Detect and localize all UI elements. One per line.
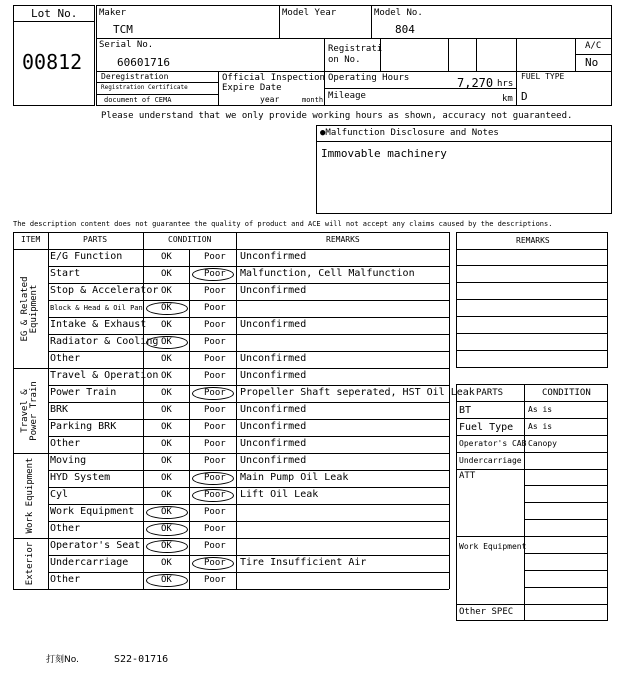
right-part-condition: As is <box>528 422 553 431</box>
condition-ok: OK <box>161 422 172 432</box>
malfunction-title: ●Malfunction Disclosure and Notes <box>320 128 499 138</box>
model-no-value: 804 <box>395 23 415 36</box>
condition-poor: Poor <box>204 371 226 381</box>
condition-poor: Poor <box>204 303 226 313</box>
serial-label: Serial No. <box>99 40 154 50</box>
remark-text: Unconfirmed <box>240 438 307 449</box>
condition-ok: OK <box>161 405 172 415</box>
condition-poor: Poor <box>204 490 226 500</box>
right-condition-header: CONDITION <box>542 388 591 398</box>
condition-poor: Poor <box>204 422 226 432</box>
remark-text: Unconfirmed <box>240 353 307 364</box>
right-part-name: Operator's CAB <box>459 439 527 448</box>
other-spec-label: Other SPEC <box>459 607 514 617</box>
right-part-name: BT <box>459 405 472 416</box>
remark-text: Unconfirmed <box>240 455 307 466</box>
remark-text: Unconfirmed <box>240 421 307 432</box>
condition-poor: Poor <box>204 507 226 517</box>
right-part-name: Fuel Type <box>459 422 514 433</box>
poor-circle-mark <box>192 489 234 502</box>
part-name: E/G Function <box>50 251 123 262</box>
header-remarks: REMARKS <box>326 235 360 244</box>
remark-text: Unconfirmed <box>240 251 307 262</box>
condition-poor: Poor <box>204 286 226 296</box>
condition-poor: Poor <box>204 524 226 534</box>
condition-ok: OK <box>161 354 172 364</box>
ok-circle-mark <box>146 540 188 553</box>
item-group-label: EG & Related Equipment <box>20 275 39 342</box>
model-year-label: Model Year <box>282 8 337 18</box>
deregistration-label: Deregistration <box>101 72 169 81</box>
ok-circle-mark <box>146 506 188 519</box>
work-equipment-label: Work Equipment <box>459 542 527 551</box>
condition-ok: OK <box>161 541 172 551</box>
mileage-label: Mileage <box>328 91 366 101</box>
condition-ok: OK <box>161 303 172 313</box>
part-name: Cyl <box>50 489 69 500</box>
part-name: BRK <box>50 404 69 415</box>
maker-value: TCM <box>113 23 133 36</box>
remark-text: Unconfirmed <box>240 285 307 296</box>
condition-poor: Poor <box>204 388 226 398</box>
remark-text: Malfunction, Cell Malfunction <box>240 268 415 279</box>
year-label: year <box>260 95 280 104</box>
condition-poor: Poor <box>204 405 226 415</box>
part-name: Radiator & Cooling <box>50 336 159 347</box>
part-name: Other <box>50 438 81 449</box>
part-name: Intake & Exhaust <box>50 319 147 330</box>
condition-poor: Poor <box>204 473 226 483</box>
part-name: Work Equipment <box>50 506 135 517</box>
header-condition: CONDITION <box>168 235 212 244</box>
part-name: Block & Head & Oil Pan <box>50 304 143 312</box>
condition-poor: Poor <box>204 541 226 551</box>
ok-circle-mark <box>146 336 188 349</box>
part-name: Undercarriage <box>50 557 129 568</box>
ac-value: No <box>585 56 599 69</box>
condition-ok: OK <box>161 490 172 500</box>
item-group-label: Exterior <box>24 541 35 585</box>
condition-ok: OK <box>161 524 172 534</box>
condition-poor: Poor <box>204 252 226 262</box>
operating-hours-label: Operating Hours <box>328 73 410 83</box>
lot-label: Lot No. <box>31 7 78 20</box>
condition-poor: Poor <box>204 269 226 279</box>
condition-ok: OK <box>161 575 172 585</box>
condition-poor: Poor <box>204 558 226 568</box>
part-name: Other <box>50 353 81 364</box>
model-no-label: Model No. <box>374 8 423 18</box>
condition-ok: OK <box>161 371 172 381</box>
right-parts-header: PARTS <box>476 388 504 398</box>
condition-ok: OK <box>161 269 172 279</box>
condition-ok: OK <box>161 439 172 449</box>
fuel-type-label: FUEL TYPE <box>521 72 565 81</box>
working-hours-note: Please understand that we only provide working hours as shown, accuracy not guaranteed. <box>101 111 573 121</box>
malfunction-box <box>316 125 612 214</box>
item-group-label: Work Equipment <box>24 457 35 533</box>
header-parts: PARTS <box>83 235 108 244</box>
registration-label: Registrati on No. <box>328 44 383 65</box>
remark-text: Main Pump Oil Leak <box>240 472 349 483</box>
inspection-label: Official Inspection Expire Date <box>222 73 325 93</box>
header-item: ITEM <box>21 235 41 244</box>
malfunction-text: Immovable machinery <box>321 147 447 160</box>
att-label: ATT <box>459 471 476 481</box>
ac-label: A/C <box>585 41 602 51</box>
registration-cert-label: Registration Certificate <box>101 84 188 91</box>
poor-circle-mark <box>192 268 234 281</box>
hrs-unit: hrs <box>497 79 514 89</box>
condition-ok: OK <box>161 473 172 483</box>
lot-number: 00812 <box>22 50 83 74</box>
ok-circle-mark <box>146 302 188 315</box>
cema-label: document of CEMA <box>104 96 172 104</box>
right-remarks-title: REMARKS <box>516 236 550 245</box>
condition-poor: Poor <box>204 575 226 585</box>
right-remarks-box <box>456 232 608 368</box>
right-part-name: Undercarriage <box>459 456 522 465</box>
part-name: Stop & Accelerator <box>50 285 159 296</box>
maker-label: Maker <box>99 8 127 18</box>
part-name: Start <box>50 268 81 279</box>
lot-divider <box>13 21 95 22</box>
condition-ok: OK <box>161 337 172 347</box>
condition-poor: Poor <box>204 354 226 364</box>
remark-text: Unconfirmed <box>240 404 307 415</box>
km-unit: km <box>502 94 513 104</box>
remark-text: Propeller Shaft seperated, HST Oil Leak <box>240 387 475 398</box>
ok-circle-mark <box>146 574 188 587</box>
month-label: month <box>302 96 324 104</box>
poor-circle-mark <box>192 557 234 570</box>
fuel-type-value: D <box>521 90 528 103</box>
part-name: Travel & Operation <box>50 370 159 381</box>
remark-text: Unconfirmed <box>240 370 307 381</box>
item-group-label: Travel & Power Train <box>20 380 39 441</box>
right-part-condition: As is <box>528 405 553 414</box>
condition-ok: OK <box>161 558 172 568</box>
condition-ok: OK <box>161 252 172 262</box>
right-part-condition: Canopy <box>528 439 557 448</box>
header-line-1 <box>96 38 612 39</box>
poor-circle-mark <box>192 387 234 400</box>
condition-ok: OK <box>161 388 172 398</box>
condition-poor: Poor <box>204 456 226 466</box>
stamp-value: S22-01716 <box>114 654 169 665</box>
part-name: Parking BRK <box>50 421 117 432</box>
poor-circle-mark <box>192 472 234 485</box>
condition-ok: OK <box>161 320 172 330</box>
condition-poor: Poor <box>204 439 226 449</box>
part-name: Other <box>50 523 81 534</box>
part-name: Other <box>50 574 81 585</box>
condition-ok: OK <box>161 286 172 296</box>
condition-ok: OK <box>161 507 172 517</box>
part-name: Power Train <box>50 387 117 398</box>
remark-text: Unconfirmed <box>240 319 307 330</box>
part-name: Moving <box>50 455 87 466</box>
remark-text: Lift Oil Leak <box>240 489 319 500</box>
remark-text: Tire Insufficient Air <box>240 557 367 568</box>
part-name: HYD System <box>50 472 111 483</box>
condition-poor: Poor <box>204 320 226 330</box>
part-name: Operator's Seat <box>50 540 141 551</box>
condition-ok: OK <box>161 456 172 466</box>
ok-circle-mark <box>146 523 188 536</box>
operating-hours-value: 7,270 <box>457 76 494 90</box>
serial-value: 60601716 <box>117 56 170 69</box>
disclaimer: The description content does not guarantee the quality of product and ACE will not accept any claims caused by the descriptions. <box>13 220 553 228</box>
stamp-label: 打刻No. <box>46 655 79 665</box>
condition-poor: Poor <box>204 337 226 347</box>
